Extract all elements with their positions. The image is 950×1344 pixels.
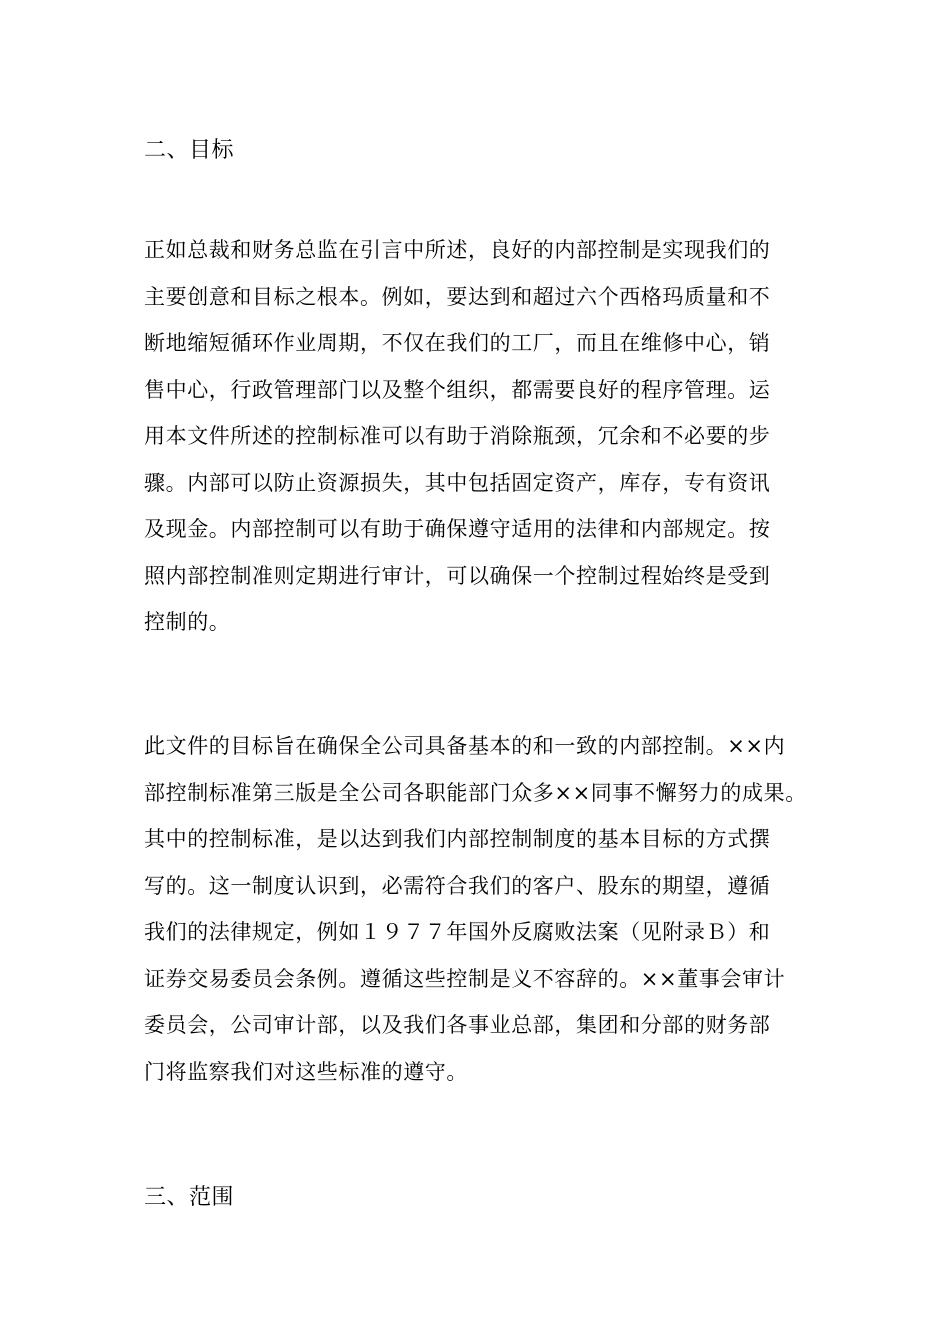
section-heading-objectives: 二、目标 <box>144 138 235 163</box>
paragraph-line: 断地缩短循环作业周期，不仅在我们的工厂，而且在维修中心，销 <box>144 331 771 355</box>
paragraph-objectives-intro <box>144 227 844 646</box>
paragraph-line: 用本文件所述的控制标准可以有助于消除瓶颈，冗余和不必要的步 <box>144 424 771 448</box>
paragraph-line: 写的。这一制度认识到，必需符合我们的客户、股东的期望，遵循 <box>144 873 771 898</box>
paragraph-line: 门将监察我们对这些标准的遵守。 <box>144 1059 468 1084</box>
paragraph-line: 正如总裁和财务总监在引言中所述，良好的内部控制是实现我们的 <box>144 238 771 262</box>
paragraph-line: 我们的法律规定，例如１９７７年国外反腐败法案（见附录Ｂ）和 <box>144 920 771 944</box>
paragraph-line: 及现金。内部控制可以有助于确保遵守适用的法律和内部规定。按 <box>144 517 771 541</box>
section-heading-scope: 三、范围 <box>144 1185 235 1210</box>
paragraph-line: 此文件的目标旨在确保全公司具备基本的和一致的内部控制。××内 <box>144 734 786 758</box>
paragraph-line: 其中的控制标准，是以达到我们内部控制制度的基本目标的方式撰 <box>144 827 771 851</box>
paragraph-line: 骤。内部可以防止资源损失，其中包括固定资产，库存，专有资讯 <box>144 470 771 495</box>
paragraph-line: 售中心，行政管理部门以及整个组织，都需要良好的程序管理。运 <box>144 377 771 402</box>
paragraph-line: 部控制标准第三版是全公司各职能部门众多××同事不懈努力的成果。 <box>144 780 807 805</box>
paragraph-line: 主要创意和目标之根本。例如，要达到和超过六个西格玛质量和不 <box>144 284 771 309</box>
paragraph-line: 证券交易委员会条例。遵循这些控制是义不容辞的。××董事会审计 <box>144 966 786 991</box>
paragraph-objectives-purpose <box>144 723 844 1095</box>
paragraph-line: 照内部控制准则定期进行审计，可以确保一个控制过程始终是受到 <box>144 563 771 588</box>
paragraph-line: 委员会，公司审计部，以及我们各事业总部，集团和分部的财务部 <box>144 1013 771 1037</box>
paragraph-line: 控制的。 <box>144 610 231 634</box>
